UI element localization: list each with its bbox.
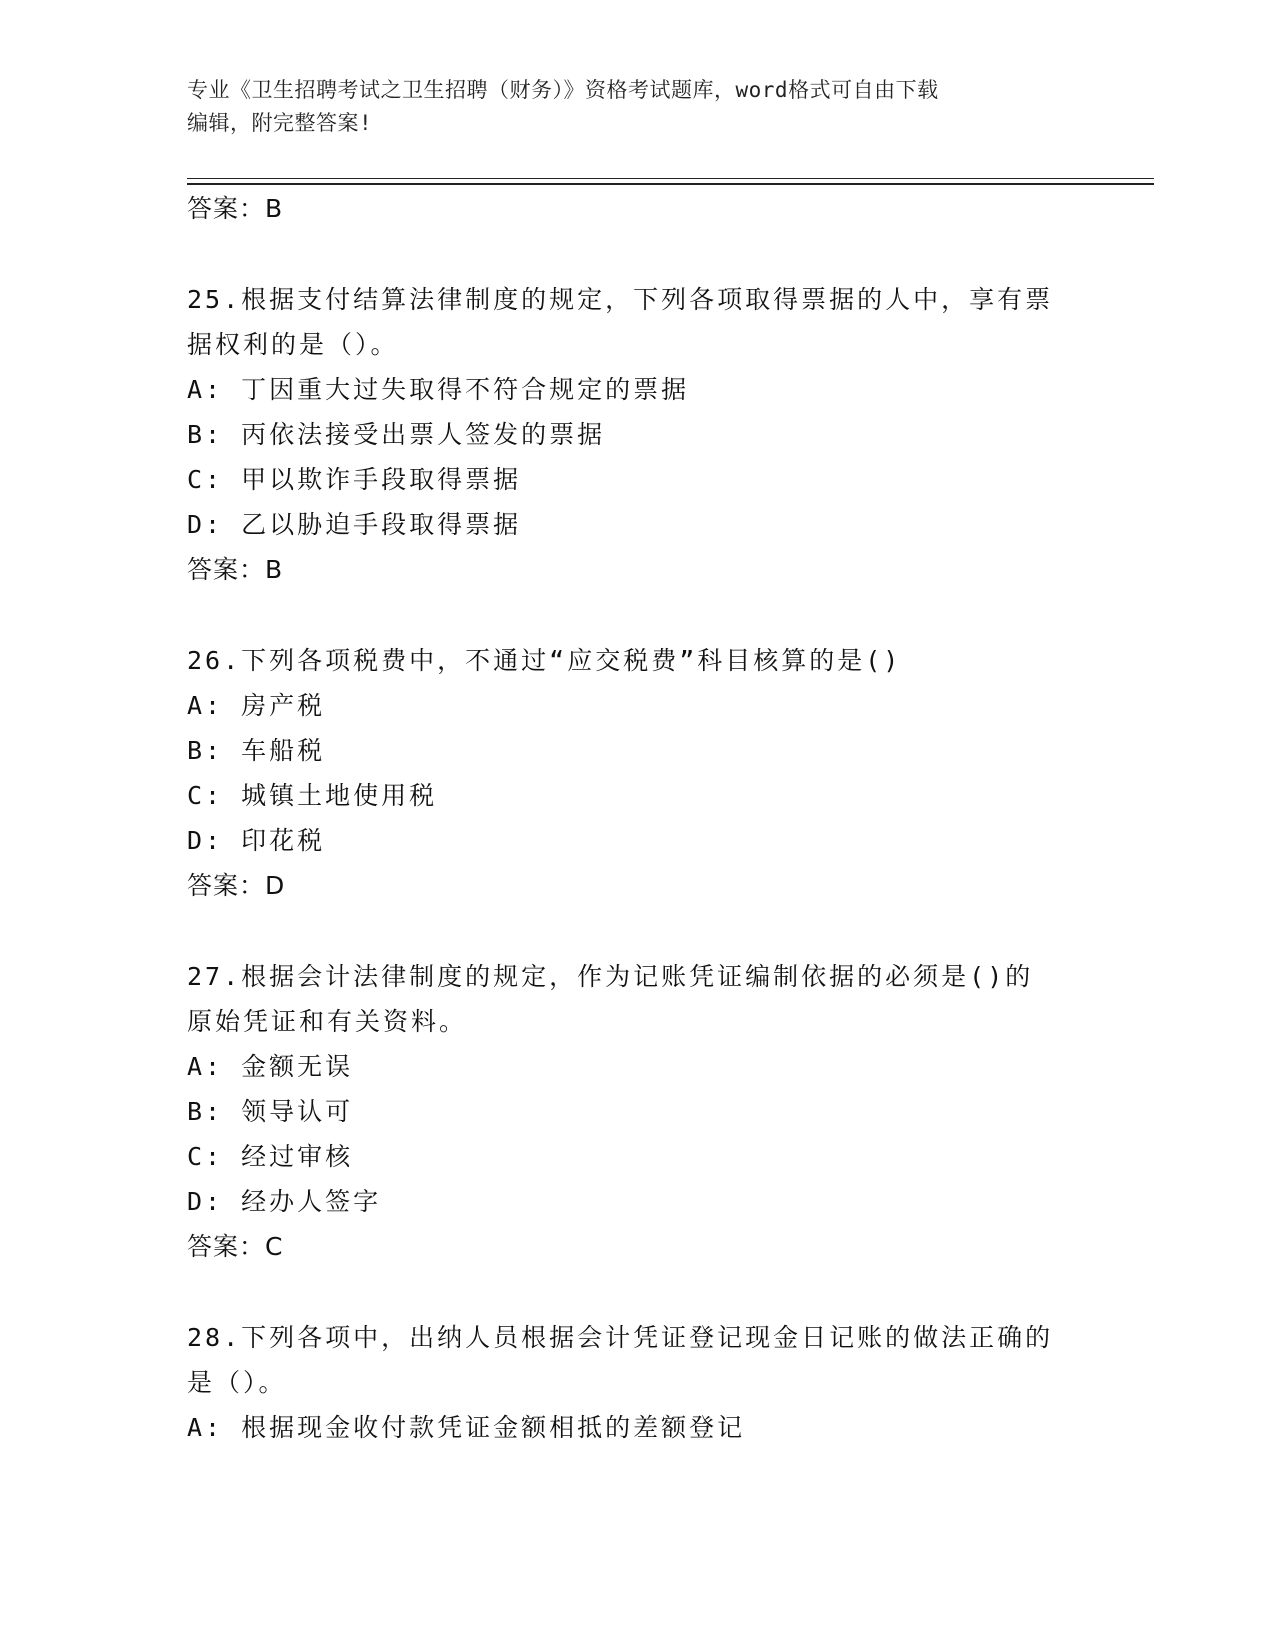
option-c: C: 经过审核 [187, 1142, 354, 1171]
answer-27: 答案：C [187, 1232, 284, 1261]
option-d: D: 经办人签字 [187, 1187, 382, 1216]
question-stem: 是（）。 [187, 1368, 287, 1397]
header-line-2: 编辑，附完整答案! [187, 111, 373, 135]
option-a: A: 金额无误 [187, 1052, 354, 1081]
question-25 [187, 277, 1087, 592]
option-c: C: 城镇土地使用税 [187, 781, 438, 810]
option-b: B: 丙依法接受出票人签发的票据 [187, 420, 606, 449]
option-b: B: 领导认可 [187, 1097, 354, 1126]
spacer [187, 231, 1087, 277]
spacer [187, 592, 1087, 638]
question-list [187, 186, 1087, 1450]
page-header [187, 74, 1087, 140]
option-a: A: 房产税 [187, 691, 326, 720]
question-27 [187, 954, 1087, 1269]
option-c: C: 甲以欺诈手段取得票据 [187, 465, 522, 494]
header-line-1: 专业《卫生招聘考试之卫生招聘（财务）》资格考试题库，word格式可自由下载 [187, 78, 939, 102]
question-stem: 据权利的是（）。 [187, 330, 399, 359]
option-d: D: 乙以胁迫手段取得票据 [187, 510, 522, 539]
header-divider [187, 178, 1154, 185]
option-d: D: 印花税 [187, 826, 326, 855]
option-a: A: 丁因重大过失取得不符合规定的票据 [187, 375, 690, 404]
option-a: A: 根据现金收付款凭证金额相抵的差额登记 [187, 1413, 746, 1442]
question-26 [187, 638, 1087, 908]
answer-25: 答案：B [187, 555, 284, 584]
question-stem: 27.根据会计法律制度的规定，作为记账凭证编制依据的必须是()的 [187, 962, 1034, 991]
question-stem: 原始凭证和有关资料。 [187, 1007, 468, 1036]
question-stem: 28.下列各项中，出纳人员根据会计凭证登记现金日记账的做法正确的 [187, 1323, 1054, 1352]
spacer [187, 908, 1087, 954]
spacer [187, 1269, 1087, 1315]
option-b: B: 车船税 [187, 736, 326, 765]
question-28 [187, 1315, 1087, 1450]
answer-26: 答案：D [187, 871, 286, 900]
question-stem: 25.根据支付结算法律制度的规定，下列各项取得票据的人中，享有票 [187, 285, 1054, 314]
question-stem: 26.下列各项税费中，不通过“应交税费”科目核算的是() [187, 646, 902, 675]
answer-24: 答案：B [187, 194, 284, 223]
